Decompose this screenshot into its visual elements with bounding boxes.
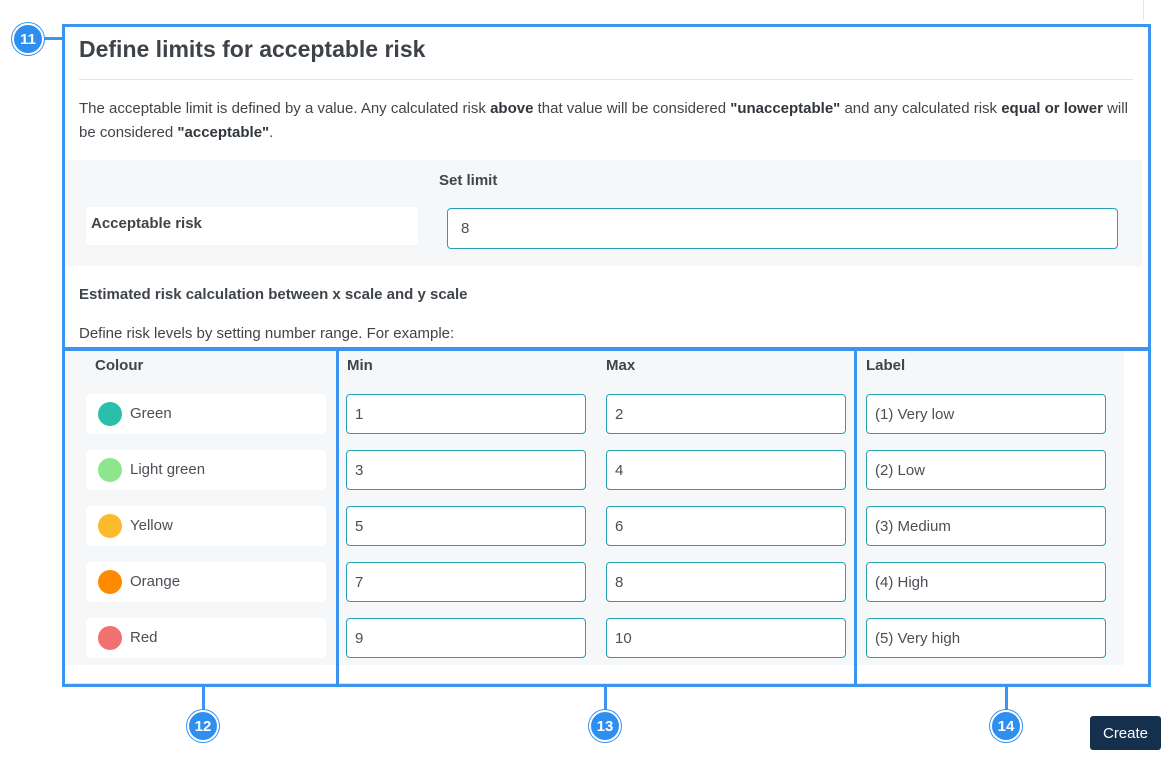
colour-swatch — [98, 458, 122, 482]
desc-part: and any calculated risk — [840, 100, 1002, 117]
connector-14 — [1005, 687, 1008, 711]
colour-swatch — [98, 570, 122, 594]
min-column-header: Min — [347, 357, 373, 374]
estimated-risk-heading: Estimated risk calculation between x scale and y scale — [79, 286, 468, 303]
min-input[interactable] — [346, 394, 586, 434]
max-input[interactable] — [606, 618, 846, 658]
colour-swatch — [98, 514, 122, 538]
colour-name: Red — [130, 629, 158, 646]
colour-name: Yellow — [130, 517, 173, 534]
limit-description — [79, 97, 1129, 145]
desc-part: that value will be considered — [533, 100, 731, 117]
label-input[interactable] — [866, 562, 1106, 602]
title-divider — [79, 79, 1133, 80]
max-input[interactable] — [606, 506, 846, 546]
connector-12 — [202, 687, 205, 711]
desc-part: will be considered — [79, 100, 1128, 141]
desc-part: . — [269, 124, 274, 141]
annotation-badge-14: 14 — [990, 710, 1022, 742]
desc-emphasis: "acceptable" — [177, 124, 270, 141]
label-input[interactable] — [866, 450, 1106, 490]
colour-name: Green — [130, 405, 172, 422]
min-input[interactable] — [346, 562, 586, 602]
colour-chip-green — [86, 394, 326, 434]
desc-part: The acceptable limit is defined by a value. Any calculated risk — [79, 100, 491, 117]
colour-swatch — [98, 626, 122, 650]
max-input[interactable] — [606, 450, 846, 490]
desc-emphasis: above — [490, 100, 534, 117]
min-input[interactable] — [346, 506, 586, 546]
page-title: Define limits for acceptable risk — [79, 36, 426, 62]
define-levels-text: Define risk levels by setting number range. For example: — [79, 325, 455, 342]
label-column-header: Label — [866, 357, 906, 374]
min-input[interactable] — [346, 450, 586, 490]
set-limit-label: Set limit — [439, 172, 498, 189]
colour-chip-red — [86, 618, 326, 658]
annotation-badge-13: 13 — [589, 710, 621, 742]
acceptable-risk-label: Acceptable risk — [91, 215, 202, 232]
max-input[interactable] — [606, 562, 846, 602]
colour-chip-orange — [86, 562, 326, 602]
max-input[interactable] — [606, 394, 846, 434]
colour-column-header: Colour — [95, 357, 144, 374]
create-button[interactable]: Create — [1090, 716, 1161, 750]
connector-13 — [604, 687, 607, 711]
colour-chip-light-green — [86, 450, 326, 490]
max-column-header: Max — [606, 357, 636, 374]
colour-name: Orange — [130, 573, 181, 590]
desc-emphasis: "unacceptable" — [730, 100, 841, 117]
label-input[interactable] — [866, 394, 1106, 434]
colour-name: Light green — [130, 461, 206, 478]
label-input[interactable] — [866, 506, 1106, 546]
annotation-badge-11: 11 — [12, 23, 44, 55]
min-input[interactable] — [346, 618, 586, 658]
levels-divider — [66, 683, 1150, 684]
desc-emphasis: equal or lower — [1001, 100, 1103, 117]
colour-swatch — [98, 402, 122, 426]
acceptable-risk-limit-input[interactable] — [447, 208, 1118, 249]
annotation-badge-12: 12 — [187, 710, 219, 742]
colour-chip-yellow — [86, 506, 326, 546]
label-input[interactable] — [866, 618, 1106, 658]
